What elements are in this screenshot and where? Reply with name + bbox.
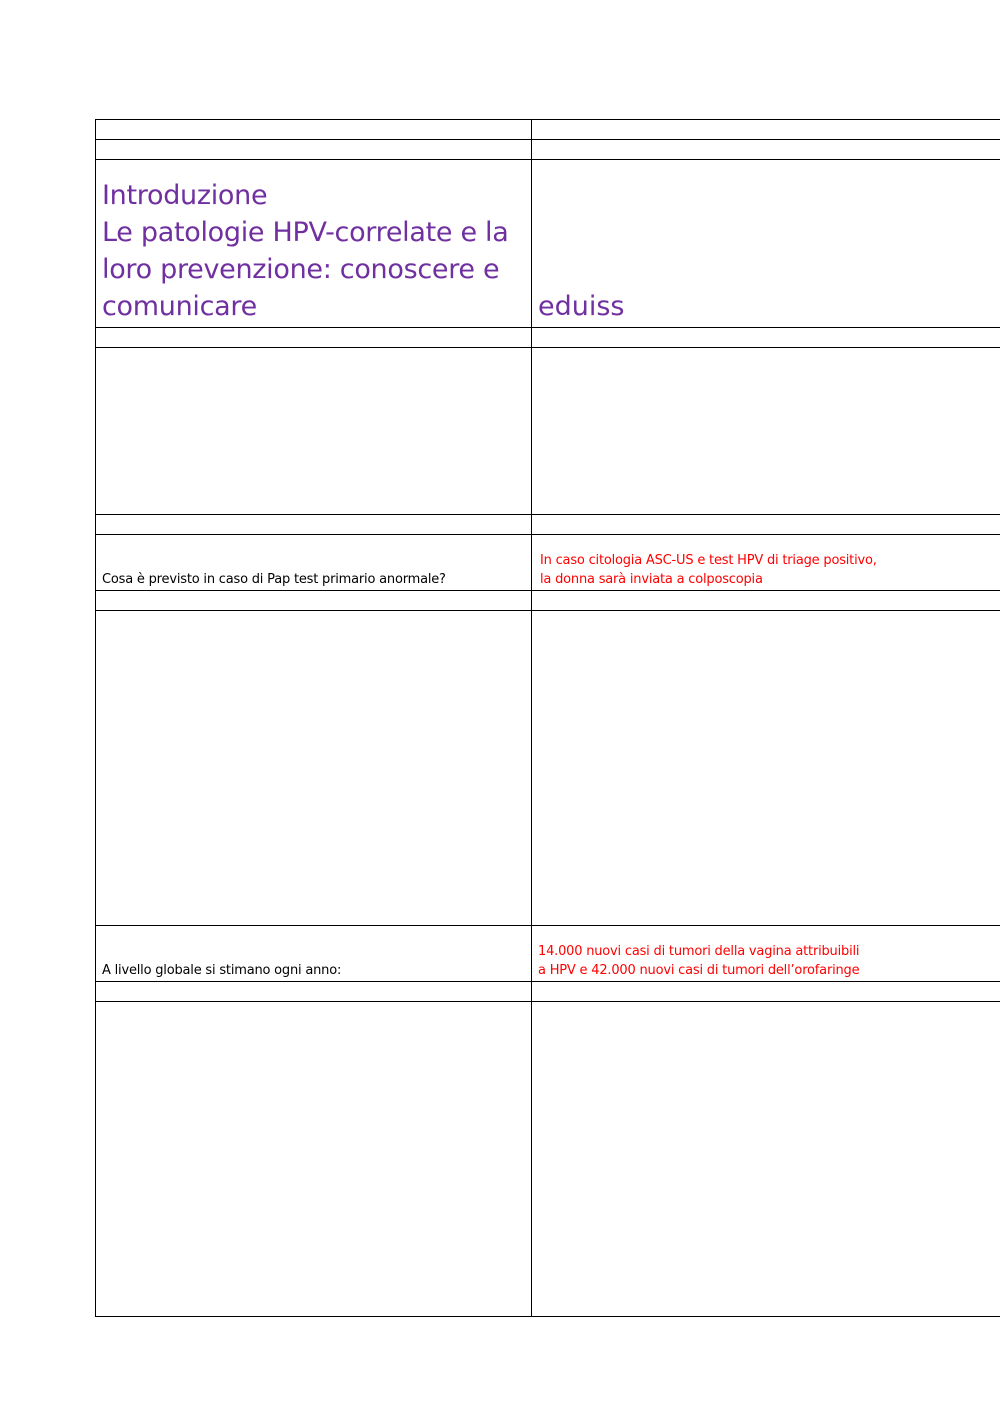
answer-line: a HPV e 42.000 nuovi casi di tumori dell’orofaringe xyxy=(538,963,860,978)
question-text: Cosa è previsto in caso di Pap test primario anormale? xyxy=(102,572,446,587)
empty-row xyxy=(96,328,1000,348)
answer-cell xyxy=(532,535,1000,591)
answer-text xyxy=(532,942,1000,981)
empty-row xyxy=(96,591,1000,611)
empty-cell xyxy=(96,120,532,140)
question-text: A livello globale si stimano ogni anno: xyxy=(102,963,342,978)
empty-cell xyxy=(96,1002,532,1317)
title-line: Le patologie HPV-correlate e la xyxy=(102,217,509,248)
empty-row xyxy=(96,140,1000,160)
answer-line: In caso citologia ASC-US e test HPV di triage positivo, xyxy=(540,553,877,568)
blank-block-row xyxy=(96,348,1000,515)
empty-cell xyxy=(532,591,1000,611)
empty-cell xyxy=(532,1002,1000,1317)
title-line: loro prevenzione: conoscere e xyxy=(102,254,500,285)
answer-text xyxy=(532,551,1000,590)
empty-cell xyxy=(532,982,1000,1002)
empty-cell xyxy=(532,348,1000,515)
title-row xyxy=(96,160,1000,328)
empty-cell xyxy=(96,611,532,926)
empty-cell xyxy=(532,140,1000,160)
question-row xyxy=(96,926,1000,982)
empty-row xyxy=(96,515,1000,535)
empty-cell xyxy=(96,140,532,160)
document-title xyxy=(96,177,531,327)
organization-name: eduiss xyxy=(538,291,625,322)
answer-cell xyxy=(532,926,1000,982)
question-row xyxy=(96,535,1000,591)
empty-cell xyxy=(532,120,1000,140)
empty-cell xyxy=(532,515,1000,535)
blank-block-row xyxy=(96,1002,1000,1317)
title-line: comunicare xyxy=(102,291,257,322)
empty-cell xyxy=(96,591,532,611)
empty-row xyxy=(96,982,1000,1002)
blank-block-row xyxy=(96,611,1000,926)
document-title-cell xyxy=(96,160,532,328)
empty-cell xyxy=(532,611,1000,926)
empty-cell xyxy=(96,982,532,1002)
title-line: Introduzione xyxy=(102,180,268,211)
empty-row xyxy=(96,120,1000,140)
empty-cell xyxy=(532,328,1000,348)
question-cell xyxy=(96,535,532,591)
question-cell xyxy=(96,926,532,982)
quiz-sheet-table xyxy=(95,119,1000,1317)
empty-cell xyxy=(96,515,532,535)
empty-cell xyxy=(96,348,532,515)
answer-line: 14.000 nuovi casi di tumori della vagina attribuibili xyxy=(538,944,860,959)
organization-cell xyxy=(532,160,1000,328)
empty-cell xyxy=(96,328,532,348)
answer-line: la donna sarà inviata a colposcopia xyxy=(540,572,763,587)
